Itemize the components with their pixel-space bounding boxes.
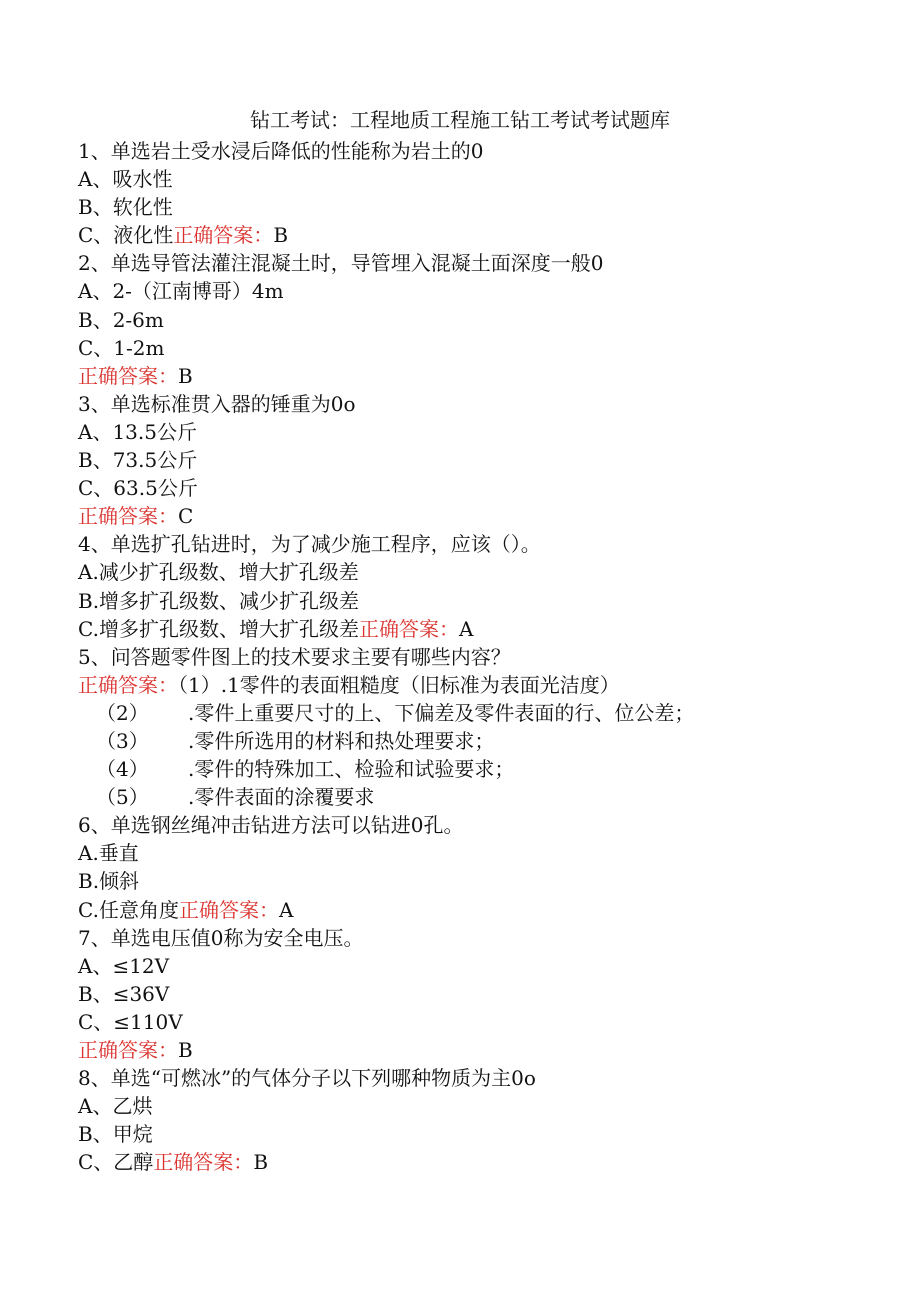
question-stem: 7、单选电压值0称为安全电压。 — [78, 925, 364, 950]
answer-value: C — [178, 504, 194, 529]
item-text: .零件表面的涂覆要求 — [188, 785, 375, 810]
option-a: A、2-（江南博哥）4m — [78, 279, 284, 304]
question-stem: 3、单选标准贯入器的锤重为0o — [78, 391, 356, 416]
option-a: A.垂直 — [78, 841, 139, 866]
option-c — [78, 896, 898, 924]
question-stem: 2、单选导管法灌注混凝土时，导管埋入混凝土面深度一般0 — [78, 251, 604, 276]
item-index: （4） — [96, 757, 149, 782]
answer-line — [78, 671, 898, 699]
option-c — [78, 1148, 898, 1176]
option-b: B、软化性 — [78, 195, 173, 220]
option-text: C.增多扩孔级数、增大扩孔级差 — [78, 616, 359, 641]
item-text: .零件的特殊加工、检验和试验要求； — [188, 757, 515, 782]
option-b: B、2-6m — [78, 307, 164, 332]
answer-value: B — [178, 1038, 193, 1062]
item-text: .零件所选用的材料和热处理要求； — [188, 728, 495, 753]
item-text: .零件上重要尺寸的上、下偏差及零件表面的行、位公差； — [188, 700, 695, 725]
answer-label: 正确答案： — [78, 504, 178, 529]
question-list — [78, 137, 898, 1176]
option-a: A、乙烘 — [78, 1094, 153, 1119]
answer-line — [78, 502, 898, 530]
answer-label: 正确答案： — [173, 223, 274, 248]
answer-label: 正确答案： — [78, 672, 178, 697]
option-text: C、乙醇 — [78, 1150, 154, 1175]
option-b: B、≤36V — [78, 981, 170, 1006]
answer-text: （1）.1零件的表面粗糙度（旧标准为表面光洁度） — [178, 672, 620, 697]
page-title: 钻工考试：工程地质工程施工钻工考试考试题库 — [250, 108, 670, 132]
option-c: C、≤110V — [78, 1009, 183, 1034]
option-b: B、甲烷 — [78, 1122, 153, 1147]
question-stem: 8、单选“可燃冰”的气体分子以下列哪种物质为主0o — [78, 1066, 536, 1091]
option-c — [78, 221, 898, 249]
option-a: A、≤12V — [78, 953, 170, 978]
option-b: B.增多扩孔级数、减少扩孔级差 — [78, 588, 360, 613]
answer-label: 正确答案： — [153, 1150, 254, 1175]
option-text: C.任意角度 — [78, 897, 179, 922]
answer-label: 正确答案： — [78, 1038, 178, 1062]
question-stem: 5、问答题零件图上的技术要求主要有哪些内容？ — [78, 644, 511, 669]
option-c: C、1-2m — [78, 335, 165, 360]
answer-value: B — [253, 1150, 269, 1175]
answer-value: B — [273, 223, 289, 248]
option-a: A.减少扩孔级数、增大扩孔级差 — [78, 560, 359, 585]
option-b: B、73.5公斤 — [78, 448, 198, 473]
option-text: C、液化性 — [78, 223, 174, 248]
answer-item — [78, 727, 898, 755]
answer-line — [78, 1036, 898, 1064]
option-c — [78, 615, 898, 643]
option-a: A、13.5公斤 — [78, 419, 197, 444]
answer-value: A — [458, 616, 474, 641]
option-b: B.倾斜 — [78, 869, 140, 894]
option-c: C、63.5公斤 — [78, 476, 198, 501]
answer-item — [78, 699, 898, 727]
option-a: A、吸水性 — [78, 167, 173, 192]
answer-line — [78, 362, 898, 390]
answer-value: B — [178, 363, 193, 388]
item-index: （5） — [96, 785, 149, 810]
answer-item — [78, 783, 898, 811]
answer-label: 正确答案： — [178, 897, 279, 922]
question-stem: 1、单选岩土受水浸后降低的性能称为岩土的0 — [78, 139, 484, 163]
answer-label: 正确答案： — [78, 363, 178, 388]
question-stem: 4、单选扩孔钻进时，为了减少施工程序，应该（）。 — [78, 532, 541, 557]
question-stem: 6、单选钢丝绳冲击钻进方法可以钻进0孔。 — [78, 813, 464, 838]
item-index: （3） — [96, 728, 149, 753]
item-index: （2） — [96, 700, 149, 725]
answer-item — [78, 755, 898, 783]
answer-value: A — [278, 897, 294, 922]
answer-label: 正确答案： — [358, 616, 459, 641]
